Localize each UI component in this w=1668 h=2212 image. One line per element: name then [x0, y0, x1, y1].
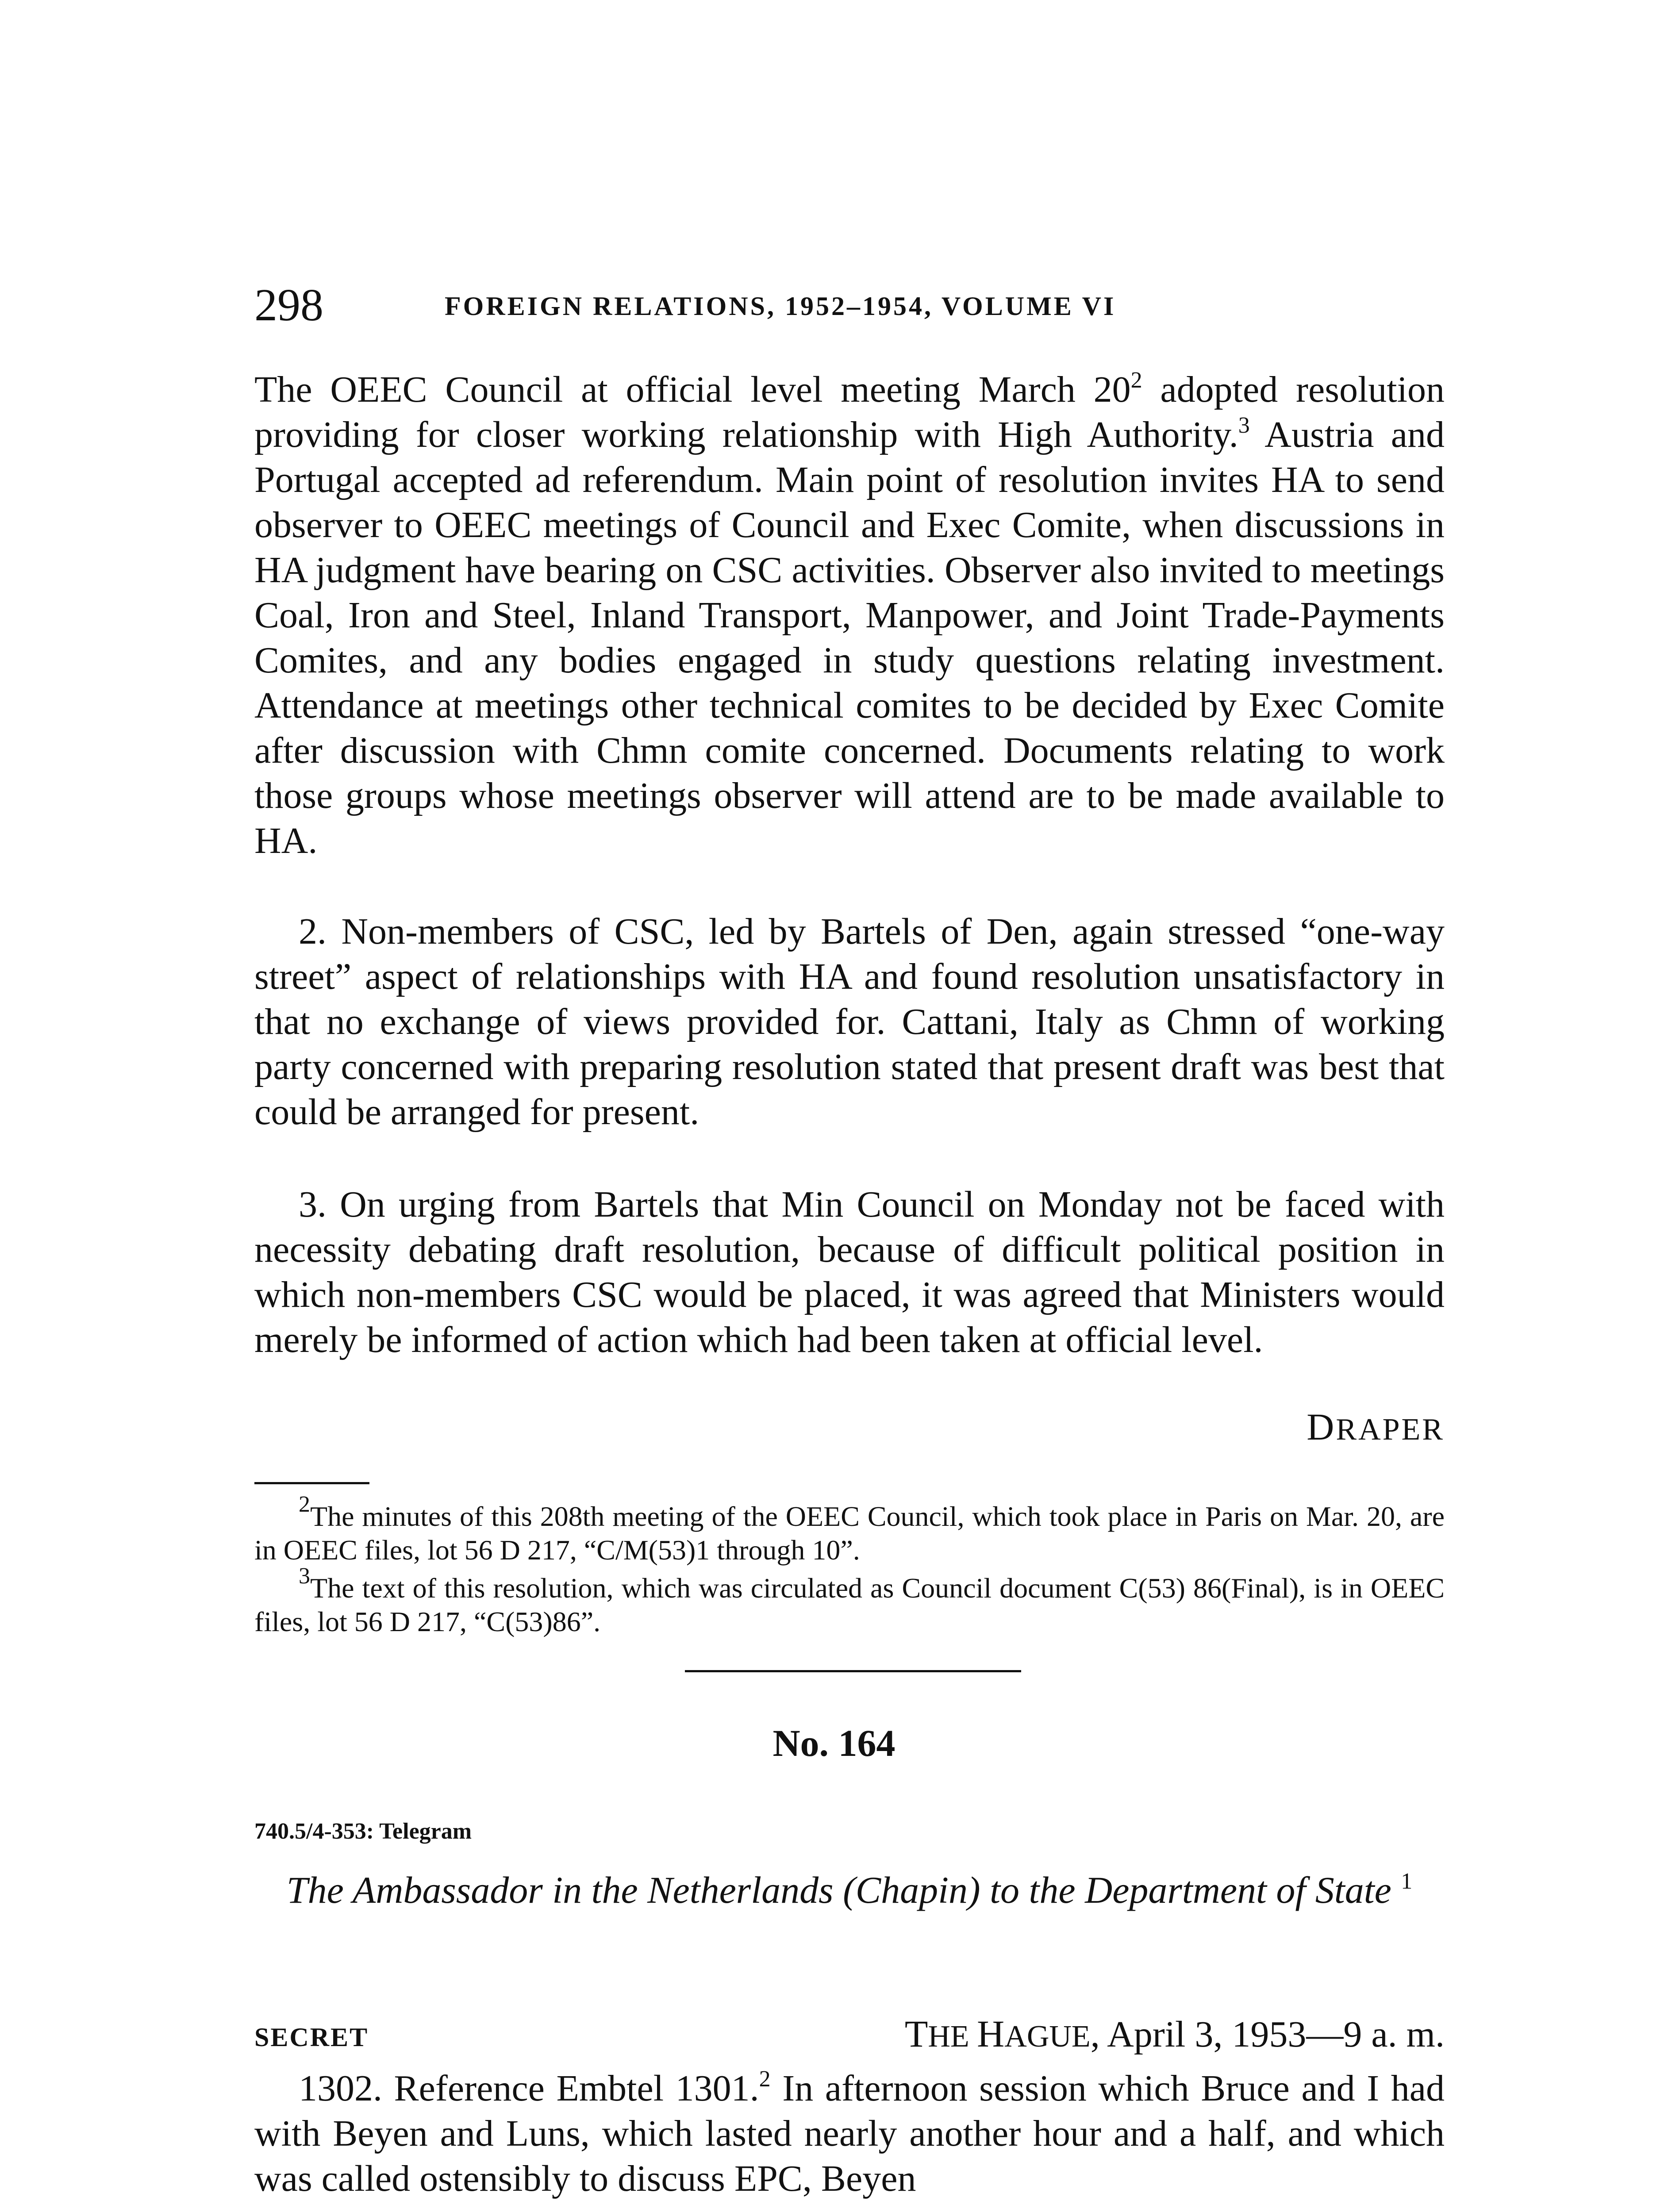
- document-title: The Ambassador in the Netherlands (Chapin) to the Department of State $^1$: [286, 1869, 1413, 1911]
- page-number: 298: [254, 280, 323, 330]
- footnote-2: $^2$The minutes of this 208th meeting of the OEEC Council, which took place in Paris on Mar. 20, are in OEEC files, lot 56 D 217, “C/M(53)1 through 10”.: [254, 1492, 1445, 1566]
- signature: DRAPER: [1307, 1406, 1445, 1448]
- document-number: No. 164: [773, 1722, 895, 1764]
- file-reference: 740.5/4-353: Telegram: [254, 1819, 472, 1844]
- paragraph-2: 2. Non-members of CSC, led by Bartels of Den, again stressed “one-way street” aspect of relationships with HA and found resolution unsatisfactory in that no exchange of views provided for. Cattani, Italy as Chmn of working party concerned with preparing resolution stated that present draft was best that could be arranged for present.: [254, 911, 1445, 1133]
- page-header: [254, 274, 1449, 336]
- classification: SECRET: [254, 2023, 369, 2052]
- telegram-paragraph: 1302. Reference Embtel 1301.$^2$ In afternoon session which Bruce and I had with Beyen and Luns, which lasted nearly another hour and a half, and which was called ostensibly to discuss EPC, Beyen: [254, 2066, 1445, 2199]
- footnote-ref: 2: [759, 2066, 771, 2092]
- paragraph-3: 3. On urging from Bartels that Min Council on Monday not be faced with necessity debating draft resolution, because of difficult political position in which non-members CSC would be placed, it was agreed that Ministers would merely be informed of action which had been taken at official level.: [254, 1184, 1445, 1360]
- running-head: FOREIGN RELATIONS, 1952–1954, VOLUME VI: [445, 292, 1116, 321]
- footnote-ref: 2: [1130, 368, 1142, 393]
- footnote-3: $^3$The text of this resolution, which was circulated as Council document C(53) 86(Final), is in OEEC files, lot 56 D 217, “C(53)86”.: [254, 1563, 1445, 1637]
- footnote-ref: 1: [1401, 1869, 1413, 1894]
- paragraph-1: The OEEC Council at official level meeting March $20^2$ adopted resolution providing for closer working relationship with High Authority.$^3$ Austria and Portugal accepted ad referendum. Main point of resolution invites HA to send observer to OEEC meetings of Council and Exec Comite, when discussions in HA judgment have bearing on CSC activities. Observer also invited to meetings Coal, Iron and Steel, Inland Transport, Manpower, and Joint Trade-Payments Comites, and any bodies engaged in study questions relating investment. Attendance at meetings other technical comites to be decided by Exec Comite after discussion with Chmn comite concerned. Documents relating to work those groups whose meetings observer will attend are to be made available to HA.: [254, 368, 1445, 861]
- dateline: THE HAGUE, April 3, 1953—9 a. m.: [904, 2012, 1445, 2055]
- footnote-ref: 3: [1238, 413, 1250, 438]
- footnote-rule: [254, 1482, 369, 1484]
- section-divider: [685, 1670, 1021, 1672]
